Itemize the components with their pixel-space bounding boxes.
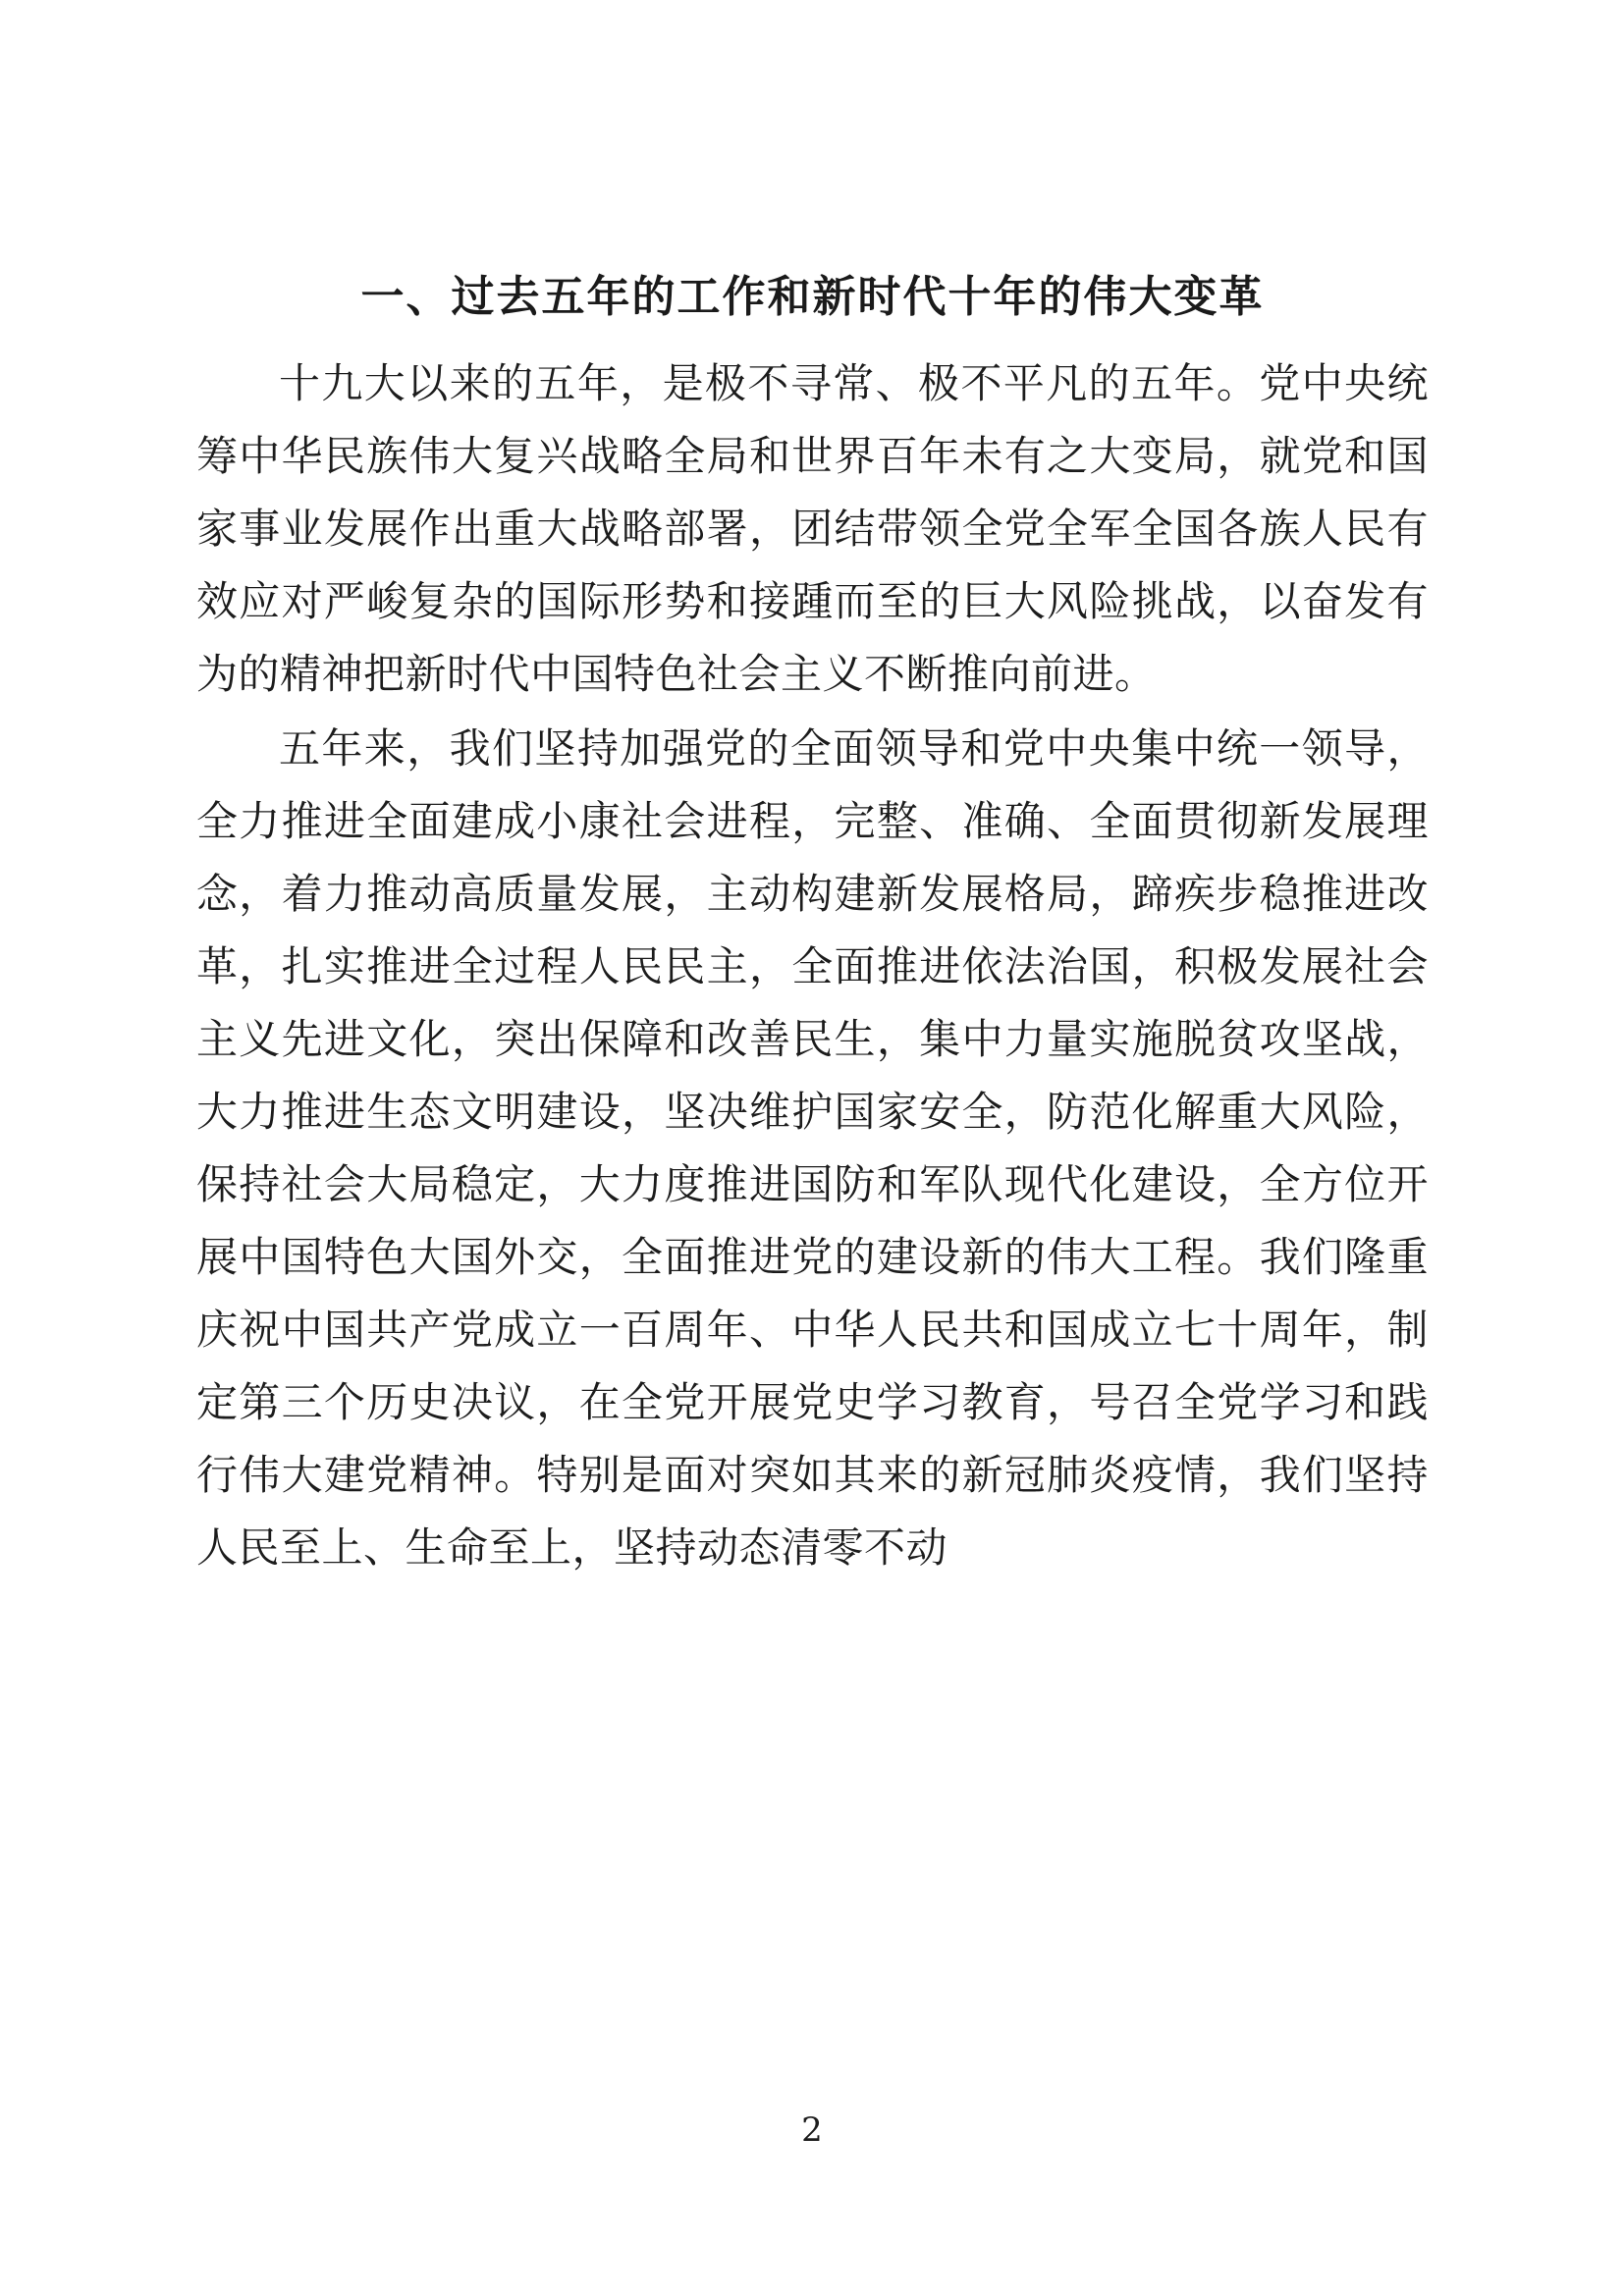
section-heading: 一、过去五年的工作和新时代十年的伟大变革 — [360, 272, 1265, 322]
body-paragraph-2: 五年来，我们坚持加强党的全面领导和党中央集中统一领导，全力推进全面建成小康社会进程，完整、准确、全面贯彻新发展理念，着力推动高质量发展，主动构建新发展格局，蹄疾步稳推进改革，扎实推进全过程人民民主，全面推进依法治国，积极发展社会主义先进文化，突出保障和改善民生，集中力量实施脱贫攻坚战，大力推进生态文明建设，坚决维护国家安全，防范化解重大风险，保持社会大局稳定，大力度推进国防和军队现代化建设，全方位开展中国特色大国外交，全面推进党的建设新的伟大工程。我们隆重庆祝中国共产党成立一百周年、中华人民共和国成立七十周年，制定第三个历史决议，在全党开展党史学习教育，号召全党学习和践行伟大建党精神。特别是面对突如其来的新冠肺炎疫情，我们坚持人民至上、生命至上，坚持动态清零不动 — [196, 724, 1429, 1572]
page-number: 2 — [801, 2110, 823, 2150]
page-content — [196, 265, 1429, 1584]
body-paragraph-1: 十九大以来的五年，是极不寻常、极不平凡的五年。党中央统筹中华民族伟大复兴战略全局和世界百年未有之大变局，就党和国家事业发展作出重大战略部署，团结带领全党全军全国各族人民有效应对严峻复杂的国际形势和接踵而至的巨大风险挑战，以奋发有为的精神把新时代中国特色社会主义不断推向前进。 — [196, 359, 1429, 698]
